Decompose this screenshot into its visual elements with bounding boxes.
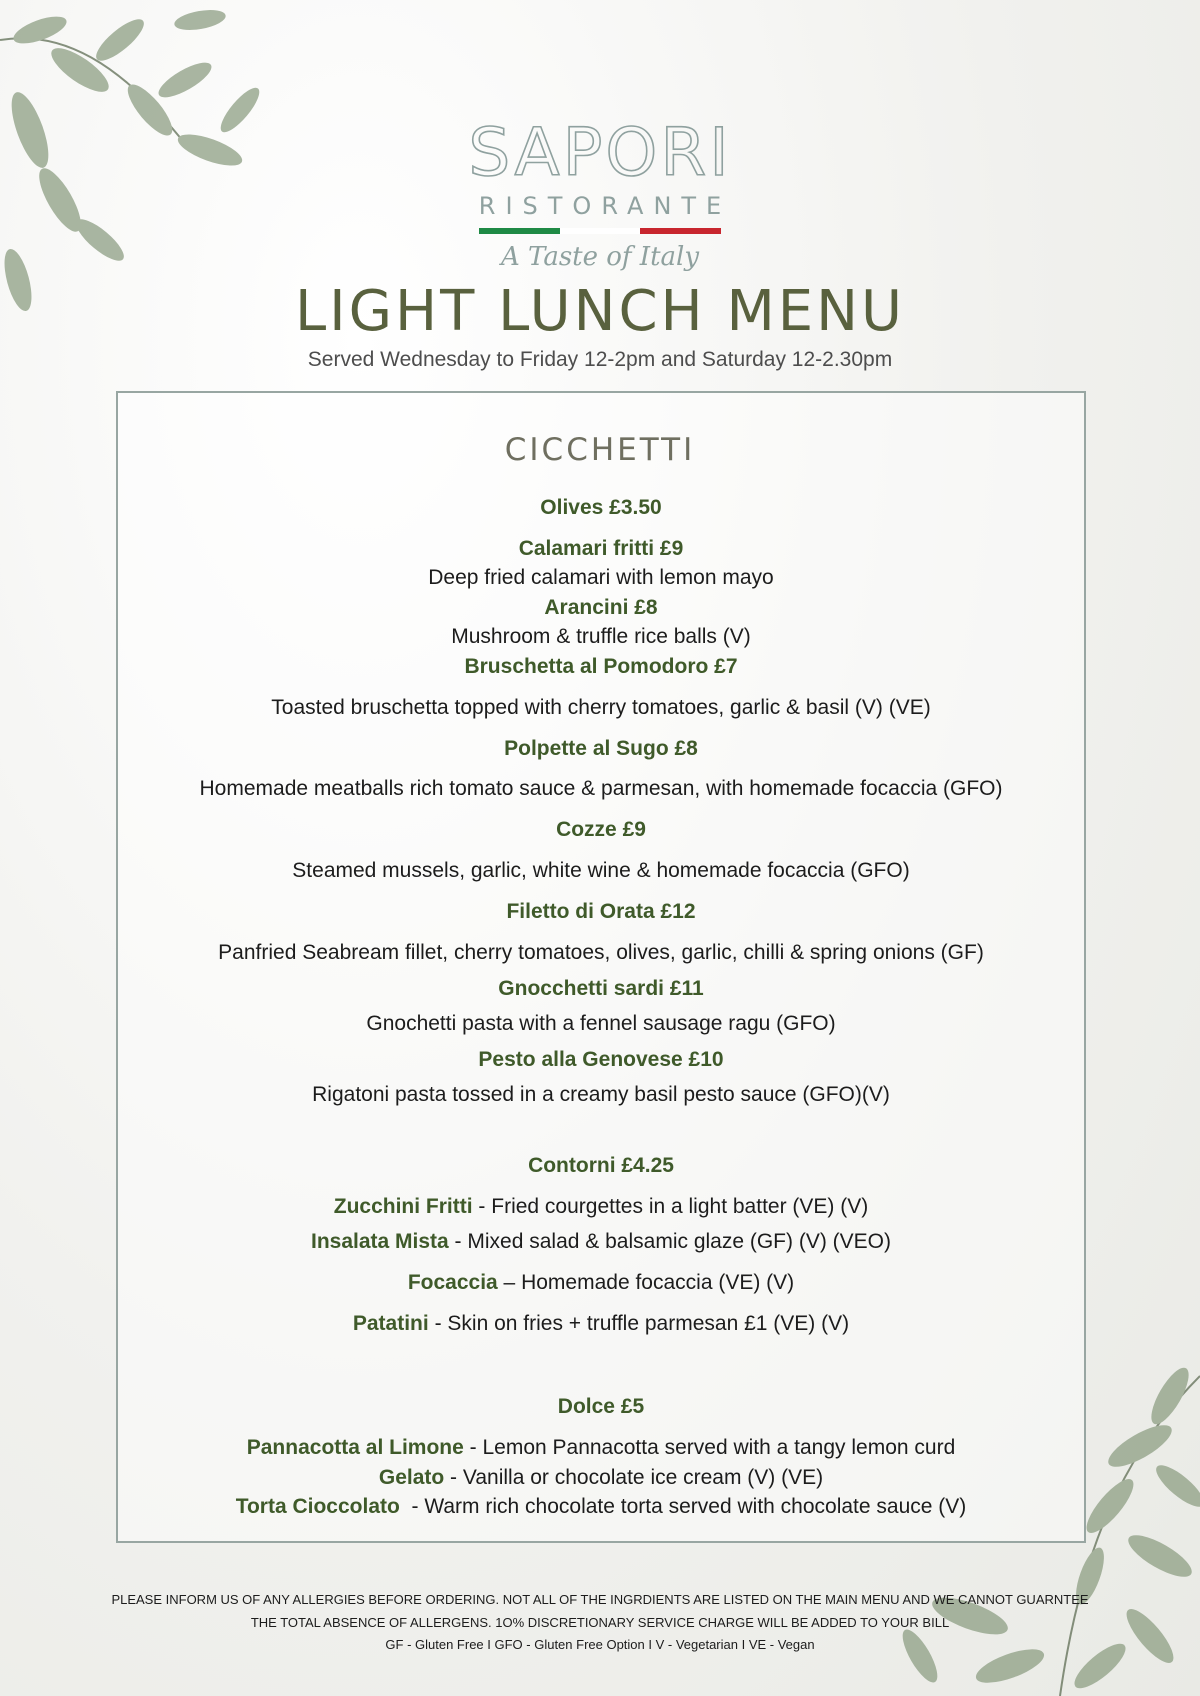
- item-arancini-desc: Mushroom & truffle rice balls (V): [451, 625, 751, 648]
- item-polpette-name: Polpette al Sugo £8: [504, 737, 698, 760]
- menu-title: LIGHT LUNCH MENU: [294, 279, 906, 344]
- dolce-item-name: Gelato: [378, 1466, 445, 1489]
- contorni-item-desc: Homemade focaccia (VE) (V): [521, 1271, 795, 1294]
- item-calamari-desc: Deep fried calamari with lemon mayo: [428, 566, 774, 589]
- item-pesto-name: Pesto alla Genovese £10: [478, 1048, 724, 1071]
- item-olives: Olives £3.50: [540, 496, 662, 519]
- contorni-item-name: Insalata Mista: [310, 1230, 449, 1253]
- dolce-item-sep: -: [444, 1466, 463, 1489]
- dolce-item: [116, 1436, 1086, 1460]
- dolce-item-name: Pannacotta al Limone: [246, 1436, 464, 1459]
- dolce-item-sep: -: [399, 1495, 425, 1518]
- dolce-item: [116, 1495, 1086, 1519]
- contorni-item: [116, 1230, 1086, 1254]
- contorni-item-desc: Skin on fries + truffle parmesan £1 (VE) (V): [447, 1312, 850, 1335]
- logo-block: [0, 114, 1200, 272]
- contorni-item: [116, 1271, 1086, 1295]
- contorni-item: [116, 1312, 1086, 1336]
- item-bruschetta-name: Bruschetta al Pomodoro £7: [464, 655, 738, 678]
- menu-frame: [116, 391, 1086, 1543]
- dolce-item-sep: -: [463, 1436, 483, 1459]
- item-cozze-name: Cozze £9: [556, 818, 646, 841]
- served-times: Served Wednesday to Friday 12-2pm and Saturday 12-2.30pm: [307, 348, 893, 371]
- dolce-item: [116, 1466, 1086, 1490]
- item-polpette-desc: Homemade meatballs rich tomato sauce & parmesan, with homemade focaccia (GFO): [199, 777, 1003, 800]
- contorni-item: [116, 1195, 1086, 1219]
- dolce-item-desc: Lemon Pannacotta served with a tangy lemon curd: [482, 1436, 956, 1459]
- item-pesto-desc: Rigatoni pasta tossed in a creamy basil pesto sauce (GFO)(V): [312, 1083, 890, 1106]
- brand-name: SAPORI: [468, 114, 732, 191]
- contorni-item-sep: -: [428, 1312, 448, 1335]
- allergy-notice-line-1: PLEASE INFORM US OF ANY ALLERGIES BEFORE ORDERING. NOT ALL OF THE INGRDIENTS ARE LISTED ON THE MAIN MENU AND WE CANNOT GUARNTEE: [111, 1592, 1089, 1607]
- item-arancini-name: Arancini £8: [544, 596, 658, 619]
- allergy-notice-line-2: THE TOTAL ABSENCE OF ALLERGENS. 1O% DISCRETIONARY SERVICE CHARGE WILL BE ADDED TO YOUR BILL: [250, 1615, 950, 1630]
- contorni-item-name: Zucchini Fritti: [333, 1195, 473, 1218]
- contorni-item-sep: –: [497, 1271, 522, 1294]
- item-cozze-desc: Steamed mussels, garlic, white wine & homemade focaccia (GFO): [292, 859, 910, 882]
- dolce-item-desc: Vanilla or chocolate ice cream (V) (VE): [462, 1466, 824, 1489]
- item-gnocchetti-name: Gnocchetti sardi £11: [498, 977, 704, 1000]
- dolce-title: Dolce £5: [557, 1395, 645, 1418]
- item-gnocchetti-desc: Gnochetti pasta with a fennel sausage ragu (GFO): [366, 1012, 836, 1035]
- dietary-key: GF - Gluten Free I GFO - Gluten Free Option I V - Vegetarian I VE - Vegan: [385, 1637, 815, 1652]
- dolce-item-name: Torta Cioccolato: [235, 1495, 400, 1518]
- contorni-item-sep: -: [448, 1230, 468, 1253]
- contorni-item-desc: Fried courgettes in a light batter (VE) (V): [491, 1195, 869, 1218]
- section-title-cicchetti: CICCHETTI: [504, 432, 696, 468]
- item-orata-name: Filetto di Orata £12: [506, 900, 696, 923]
- dolce-item-desc: Warm rich chocolate torta served with chocolate sauce (V): [424, 1495, 967, 1518]
- brand-tagline: A Taste of Italy: [500, 242, 700, 272]
- brand-subtitle: RISTORANTE: [478, 192, 732, 220]
- contorni-item-name: Patatini: [352, 1312, 429, 1335]
- contorni-item-name: Focaccia: [407, 1271, 498, 1294]
- contorni-item-desc: Mixed salad & balsamic glaze (GF) (V) (VEO): [467, 1230, 891, 1253]
- contorni-title: Contorni £4.25: [528, 1154, 674, 1177]
- item-calamari-name: Calamari fritti £9: [518, 537, 684, 560]
- item-bruschetta-desc: Toasted bruschetta topped with cherry tomatoes, garlic & basil (V) (VE): [271, 696, 931, 719]
- item-orata-desc: Panfried Seabream fillet, cherry tomatoes, olives, garlic, chilli & spring onions (GF): [218, 941, 984, 964]
- italian-flag-stripe: [479, 228, 721, 234]
- contorni-item-sep: -: [472, 1195, 492, 1218]
